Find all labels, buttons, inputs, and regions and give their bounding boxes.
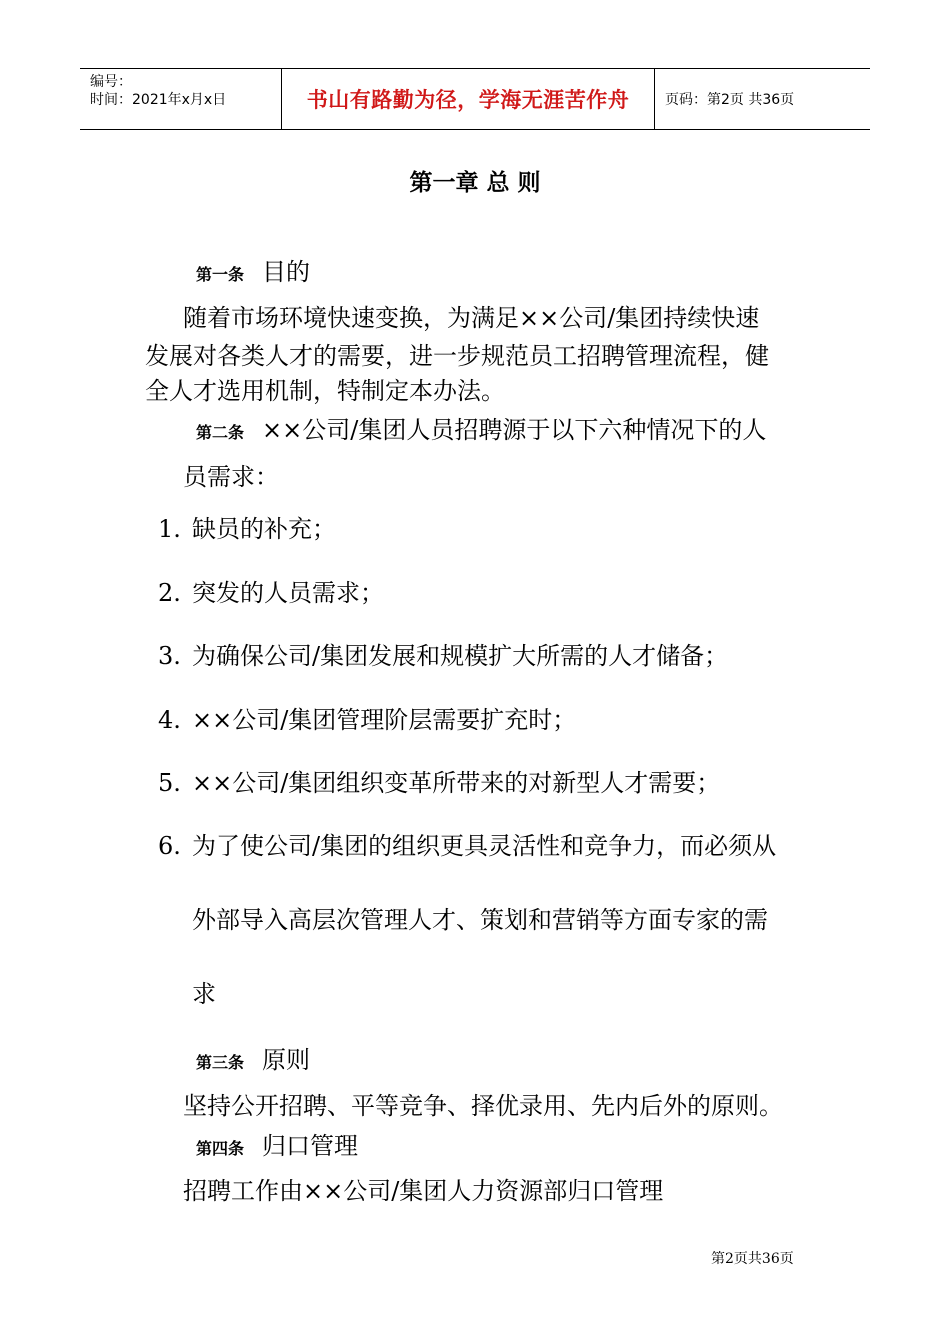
time-label: 时间：2021年x月x日	[90, 92, 227, 108]
article-title: 目的	[262, 258, 311, 286]
list-number: 5.	[158, 769, 181, 797]
article-label: 第四条	[196, 1139, 245, 1158]
list-item	[158, 826, 776, 861]
header-table	[80, 68, 870, 130]
header-motto-cell	[282, 69, 655, 129]
list-text: 突发的人员需求；	[192, 579, 384, 607]
header-left-cell	[80, 69, 282, 129]
list-number: 6.	[158, 832, 181, 860]
article3-heading	[196, 1040, 310, 1075]
list-number: 2.	[158, 579, 181, 607]
page-info: 页码：第2页 共36页	[665, 92, 795, 108]
list-text: 缺员的补充；	[192, 515, 336, 543]
header-page-cell	[655, 69, 870, 129]
article-label: 第二条	[196, 423, 245, 442]
motto: 书山有路勤为径，学海无涯苦作舟	[306, 88, 630, 112]
chapter-title: 第一章 总 则	[409, 170, 541, 196]
page-footer: 第2页共36页	[711, 1251, 794, 1267]
list-item	[158, 700, 576, 735]
list-item	[158, 509, 336, 544]
article-text: ××公司/集团人员招聘源于以下六种情况下的人	[262, 416, 767, 444]
article2-line2: 员需求：	[183, 463, 279, 491]
list-item6-continuation: 求	[192, 980, 216, 1008]
list-item	[158, 636, 728, 671]
article4-body: 招聘工作由××公司/集团人力资源部归口管理	[183, 1177, 664, 1205]
list-item6-continuation: 外部导入高层次管理人才、策划和营销等方面专家的需	[192, 906, 768, 934]
article4-heading	[196, 1126, 358, 1161]
list-item	[158, 763, 720, 798]
article1-heading	[196, 252, 310, 287]
article1-body-line1: 随着市场环境快速变换，为满足××公司/集团持续快速	[183, 304, 760, 332]
list-text: 为了使公司/集团的组织更具灵活性和竞争力，而必须从	[192, 832, 777, 860]
article2-heading	[196, 410, 766, 445]
article-title: 归口管理	[262, 1132, 359, 1160]
article1-body-line3: 全人才选用机制，特制定本办法。	[145, 377, 505, 405]
list-item	[158, 573, 384, 608]
list-text: 为确保公司/集团发展和规模扩大所需的人才储备；	[192, 642, 729, 670]
number-label: 编号：	[90, 74, 132, 90]
list-text: ××公司/集团管理阶层需要扩充时；	[192, 706, 577, 734]
list-number: 1.	[158, 515, 181, 543]
article-label: 第一条	[196, 265, 245, 284]
list-number: 4.	[158, 706, 181, 734]
list-text: ××公司/集团组织变革所带来的对新型人才需要；	[192, 769, 721, 797]
article-title: 原则	[262, 1046, 311, 1074]
article1-body-line2: 发展对各类人才的需要，进一步规范员工招聘管理流程，健	[145, 342, 769, 370]
list-number: 3.	[158, 642, 181, 670]
article-label: 第三条	[196, 1053, 245, 1072]
article3-body: 坚持公开招聘、平等竞争、择优录用、先内后外的原则。	[183, 1092, 783, 1120]
